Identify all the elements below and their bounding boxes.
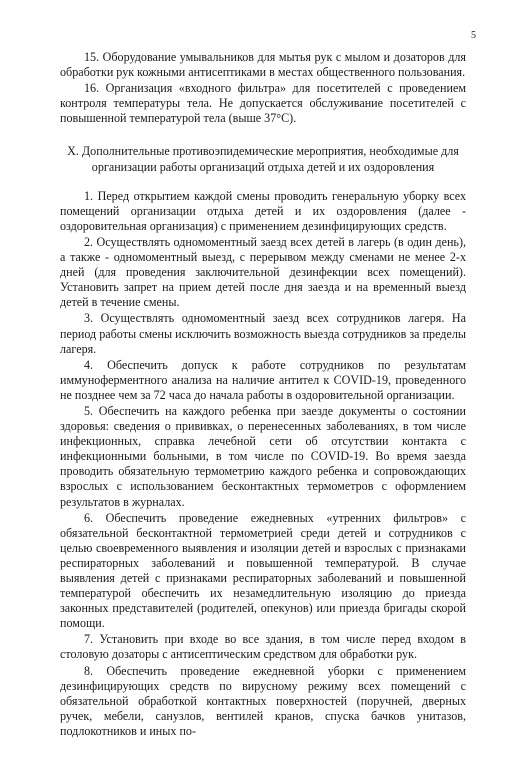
paragraph-item-6: 6. Обеспечить проведение ежедневных «утренних фильтров» с обязательной бесконтактной термометрией среди детей и сотрудников с целью своевременного выявления и изоляции детей и взрослых с признаками респираторных заболеваний и повышенной температурой. В случае выявления детей с признаками респираторных заболеваний и повышенной температурой обеспечить их незамедлительную изоляцию до приезда законных представителей (родителей, опекунов) или приезда бригады скорой помощи. bbox=[60, 510, 466, 631]
paragraph-item-3: 3. Осуществлять одномоментный заезд всех сотрудников лагеря. На период работы смены исключить возможность выезда сотрудников за пределы лагеря. bbox=[60, 311, 466, 356]
section-heading-block bbox=[60, 144, 466, 174]
paragraph-item-8: 8. Обеспечить проведение ежедневной уборки с применением дезинфицирующих средств по вирусному режиму всех помещений с обязательной обработкой контактных поверхностей (поручней, дверных ручек, мебели, санузлов, вентилей кранов, спуска бачков унитазов, подлокотников и иных по- bbox=[60, 663, 466, 738]
paragraph-item-5: 5. Обеспечить на каждого ребенка при заезде документы о состоянии здоровья: сведения о прививках, о перенесенных заболеваниях, в том числе инфекционных, справка лечебной сети об отсутствии контакта с инфекционными больными, в том числе по COVID-19. Во время заезда проводить обязательную термометрию каждого ребенка и сопровождающих взрослых с использованием бесконтактных термометров с оформлением результатов в журналах. bbox=[60, 403, 466, 509]
paragraph-item-4: 4. Обеспечить допуск к работе сотрудников по результатам иммуноферментного анализа на наличие антител к COVID-19, проведенного не позднее чем за 72 часа до начала работы в оздоровительной организации. bbox=[60, 357, 466, 402]
paragraph-item-1: 1. Перед открытием каждой смены проводить генеральную уборку всех помещений организации отдыха детей и их оздоровления (далее - оздоровительная организация) с применением дезинфицирующих средств. bbox=[60, 188, 466, 233]
paragraph-item-2: 2. Осуществлять одномоментный заезд всех детей в лагерь (в один день), а также - одномоментный выезд, с перерывом между сменами не менее 2-х дней (для проведения заключительной дезинфекции всех помещений). Установить запрет на прием детей после дня заезда и на временный выезд детей в течение смены. bbox=[60, 234, 466, 310]
section-heading: X. Дополнительные противоэпидемические мероприятия, необходимые для организации работы организаций отдыха детей и их оздоровления bbox=[67, 144, 459, 174]
paragraph-item-7: 7. Установить при входе во все здания, в том числе перед входом в столовую дозаторы с антисептическим средством для обработки рук. bbox=[60, 632, 466, 662]
document-body bbox=[60, 50, 466, 739]
page-number: 5 bbox=[471, 30, 476, 41]
paragraph-item-16: 16. Организация «входного фильтра» для посетителей с проведением контроля температуры тела. Не допускается обслуживание посетителей с повышенной температурой тела (выше 37°С). bbox=[60, 81, 466, 126]
paragraph-item-15: 15. Оборудование умывальников для мытья рук с мылом и дозаторов для обработки рук кожными антисептиками в местах общественного пользования. bbox=[60, 50, 466, 80]
